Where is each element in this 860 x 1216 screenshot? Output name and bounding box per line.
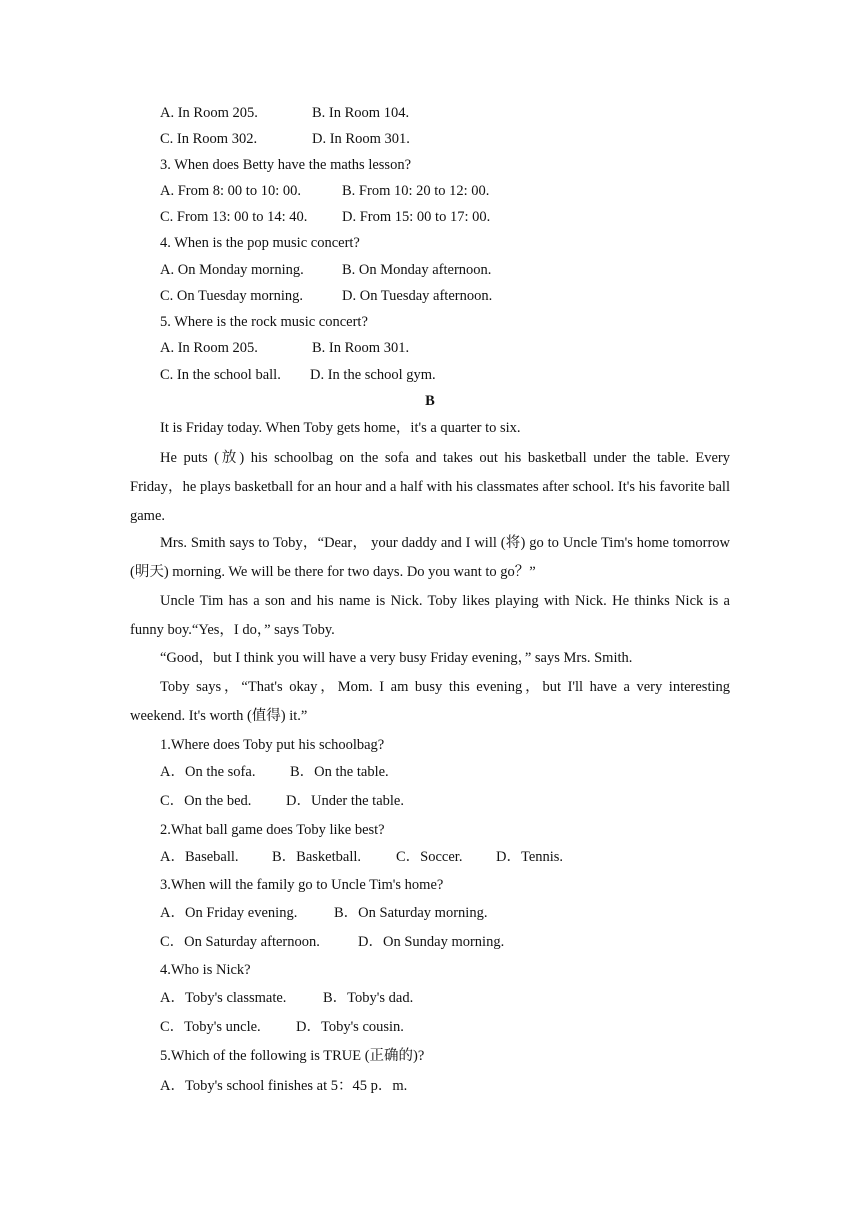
q5-option-a: A. In Room 205. [160,340,258,356]
passage-paragraph-5: “Good，but I think you will have a very busy Friday evening，” says Mrs. Smith. [160,650,633,666]
b-q1-option-d: D．Under the table. [286,793,404,809]
q5-option-b: B. In Room 301. [312,340,410,356]
b-q4-option-b: B．Toby's dad. [323,990,414,1006]
b-question-2: 2.What ball game does Toby like best? [160,822,385,838]
b-q3-option-c: C．On Saturday afternoon. [160,934,320,950]
q3-option-b: B. From 10: 20 to 12: 00. [342,183,490,199]
b-q2-option-a: A．Baseball. [160,849,239,865]
q3-option-d: D. From 15: 00 to 17: 00. [342,209,491,225]
b-q2-option-c: C．Soccer. [396,849,463,865]
passage-paragraph-4 [130,587,730,645]
q5-option-d: D. In the school gym. [310,367,436,383]
q2-option-b: B. In Room 104. [312,105,410,121]
b-q3-option-d: D．On Sunday morning. [358,934,505,950]
b-question-4: 4.Who is Nick? [160,962,251,978]
passage-paragraph-2 [130,444,730,531]
b-question-1: 1.Where does Toby put his schoolbag? [160,737,385,753]
q4-option-a: A. On Monday morning. [160,262,304,278]
b-q4-option-d: D．Toby's cousin. [296,1019,404,1035]
q2-option-a: A. In Room 205. [160,105,258,121]
section-b-heading: B [425,393,435,409]
passage-paragraph-4-text: Uncle Tim has a son and his name is Nick. Toby likes playing with Nick. He thinks Nick is a funny boy.“Yes，I do，” says Toby. [130,593,730,638]
question-3: 3. When does Betty have the maths lesson? [160,157,412,173]
b-q3-option-a: A．On Friday evening. [160,905,298,921]
b-q1-option-c: C．On the bed. [160,793,252,809]
q3-option-c: C. From 13: 00 to 14: 40. [160,209,308,225]
b-question-5: 5.Which of the following is TRUE (正确的)? [160,1048,425,1064]
b-q4-option-a: A．Toby's classmate. [160,990,287,1006]
b-question-3: 3.When will the family go to Uncle Tim's home? [160,877,444,893]
q4-option-b: B. On Monday afternoon. [342,262,492,278]
b-q4-option-c: C．Toby's uncle. [160,1019,261,1035]
q2-option-d: D. In Room 301. [312,131,410,147]
b-q3-option-b: B．On Saturday morning. [334,905,488,921]
q4-option-d: D. On Tuesday afternoon. [342,288,493,304]
q2-option-c: C. In Room 302. [160,131,258,147]
passage-paragraph-6-text: Toby says，“That's okay，Mom. I am busy this evening，but I'll have a very interesting weekend. It's worth (值得) it.” [130,679,730,724]
q5-option-c: C. In the school ball. [160,367,281,383]
b-q1-option-a: A．On the sofa. [160,764,256,780]
b-q2-option-d: D．Tennis. [496,849,564,865]
b-q5-option-a: A．Toby's school finishes at 5：45 p．m. [160,1078,408,1094]
q4-option-c: C. On Tuesday morning. [160,288,304,304]
passage-paragraph-3 [130,529,730,587]
q3-option-a: A. From 8: 00 to 10: 00. [160,183,301,199]
question-4: 4. When is the pop music concert? [160,235,360,251]
passage-paragraph-2-text: He puts (放) his schoolbag on the sofa and takes out his basketball under the table. Every Friday，he plays basketball for an hour and a half with his classmates after school. It's his favorite ball game. [130,450,730,524]
b-q1-option-b: B．On the table. [290,764,389,780]
question-5: 5. Where is the rock music concert? [160,314,368,330]
b-q2-option-b: B．Basketball. [272,849,362,865]
passage-paragraph-1: It is Friday today. When Toby gets home，it's a quarter to six. [160,420,521,436]
passage-paragraph-6 [130,673,730,731]
passage-paragraph-3-text: Mrs. Smith says to Toby，“Dear， your daddy and I will (将) go to Uncle Tim's home tomorrow (明天) morning. We will be there for two days. Do you want to go？” [130,535,730,580]
